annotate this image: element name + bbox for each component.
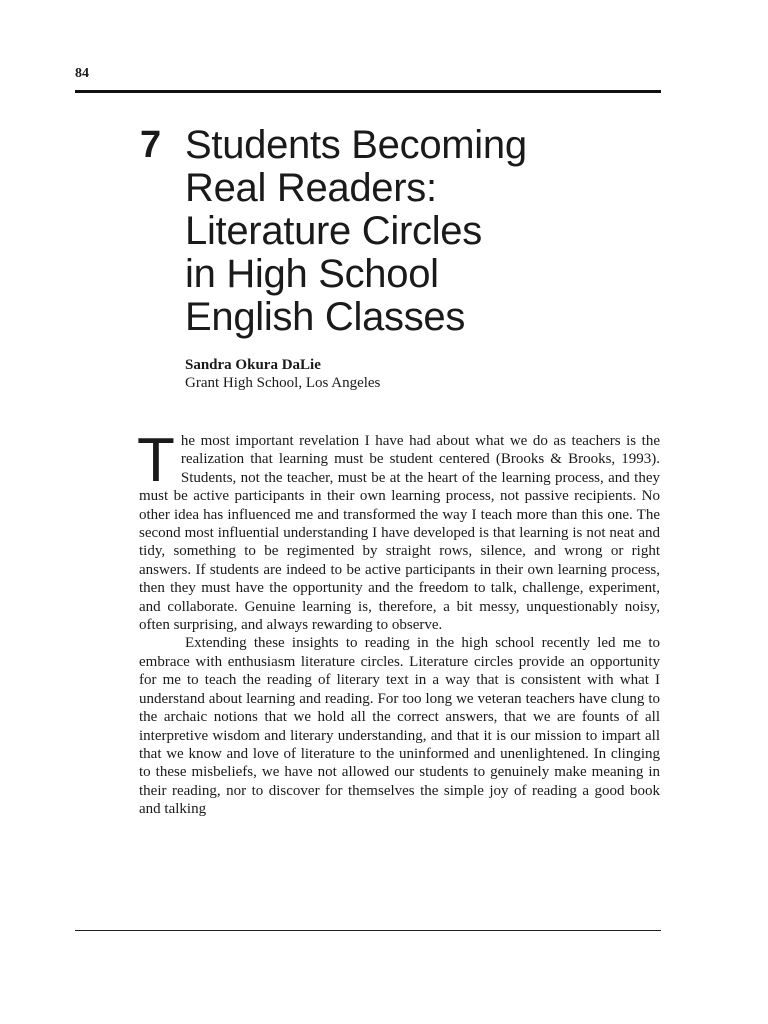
page-number: 84 — [75, 66, 89, 81]
chapter-title-line: English Classes — [185, 295, 466, 339]
paragraph-1 — [137, 426, 660, 634]
header-rule — [75, 90, 661, 93]
chapter-title-line: Real Readers: — [185, 166, 437, 210]
author-block — [185, 356, 380, 392]
paragraph-1-text: he most important revelation I have had about what we do as teachers is the realization that learning must be student centered (Brooks & Brooks, 1993). Students, not the teacher, must be at the heart of the learning process, and they must be active participants in their own learning process, not passive recipients. No other idea has influenced me and transformed the way I teach more than this one. The second most influential understanding I have developed is that learning is not neat and tidy, something to be regimented by straight rows, silence, and wrong or right answers. If students are indeed to be active participants in their own learning process, then they must have the opportunity and the freedom to talk, challenge, experiment, and collaborate. Genuine learning is, therefore, a bit messy, unquestionably noisy, often surprising, and always rewarding to observe. — [139, 433, 660, 634]
drop-cap: T — [137, 426, 175, 495]
chapter-title-line: Literature Circles — [185, 209, 482, 253]
author-name: Sandra Okura DaLie — [185, 357, 321, 373]
chapter-title-line: in High School — [185, 252, 439, 296]
chapter-number: 7 — [140, 124, 162, 166]
body-text — [137, 426, 660, 819]
footer-rule — [75, 930, 661, 931]
chapter-title-line: Students Becoming — [185, 123, 527, 167]
paragraph-2: Extending these insights to reading in the high school recently led me to embrace with enthusiasm literature circles. Literature circles provide an opportunity for me to teach the reading of literary text in a way that is consistent with what I understand about learning and reading. For too long we veteran teachers have clung to the archaic notions that we hold all the correct answers, that we are founts of all interpretive wisdom and literary understanding, and that it is our mission to impart all that we know and love of literature to the uninformed and unenlightened. In clinging to these misbeliefs, we have not allowed our students to genuinely make meaning in their reading, nor to discover for themselves the simple joy of reading a good book and talking — [139, 635, 660, 818]
chapter-title — [185, 124, 665, 339]
author-affiliation: Grant High School, Los Angeles — [185, 375, 381, 391]
